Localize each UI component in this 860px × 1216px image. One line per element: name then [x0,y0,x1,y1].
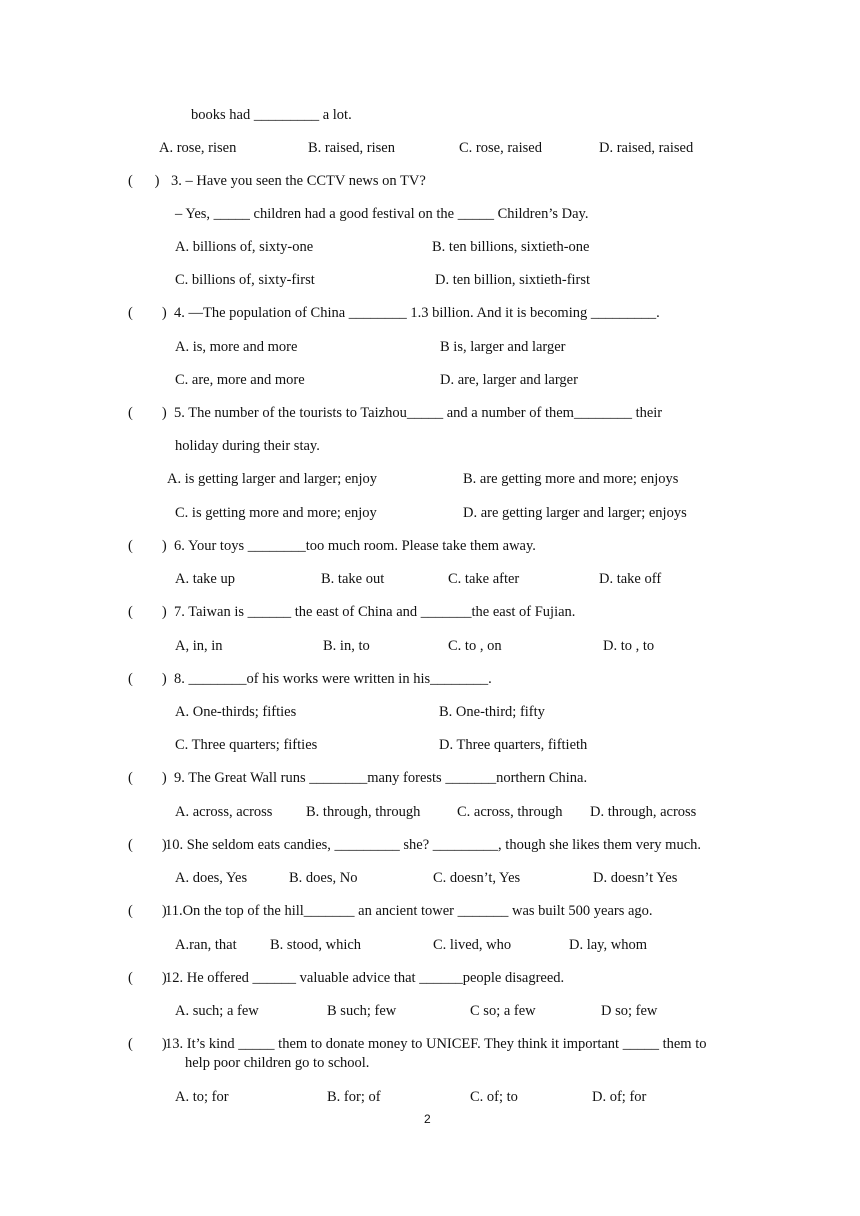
q6-answer-blank: ( ) [128,538,167,554]
q6-option-c: C. take after [448,571,520,587]
q13-option-c: C. of; to [470,1089,518,1105]
q6-option-d: D. take off [599,571,662,587]
q3-stem: 3. – Have you seen the CCTV news on TV? [171,173,426,189]
q13-answer-blank: ( ) [128,1036,167,1052]
q7-option-a: A, in, in [175,638,223,654]
q8-option-c: C. Three quarters; fifties [175,737,318,753]
q5-option-d: D. are getting larger and larger; enjoys [463,505,687,521]
q3-option-d: D. ten billion, sixtieth-first [435,272,591,288]
q12-answer-blank: ( ) [128,970,167,986]
q13-option-b: B. for; of [327,1089,381,1105]
q7-answer-blank: ( ) [128,604,167,620]
q10-option-c: C. doesn’t, Yes [433,870,521,886]
q11-answer-blank: ( ) [128,903,167,919]
q12-option-d: D so; few [601,1003,658,1019]
q13-stem [165,1035,733,1073]
q6-option-b: B. take out [321,571,385,587]
q2-option-d: D. raised, raised [599,140,694,156]
q3-answer-blank: ( ) [128,173,160,189]
q8-stem: 8. ________of his works were written in his________. [174,671,492,687]
q11-option-c: C. lived, who [433,937,512,953]
q7-option-b: B. in, to [323,638,370,654]
q4-option-a: A. is, more and more [175,339,298,355]
q5-stem: 5. The number of the tourists to Taizhou_____ and a number of them________ their [174,405,663,421]
q9-option-b: B. through, through [306,804,421,820]
page-number: 2 [424,1112,431,1126]
q5-option-a: A. is getting larger and larger; enjoy [167,471,378,487]
q7-option-d: D. to , to [603,638,655,654]
q5-stem-continuation: holiday during their stay. [175,438,320,454]
q13-stem-text: 13. It’s kind _____ them to donate money to UNICEF. They think it important _____ them to help poor children go to school. [165,1036,707,1071]
q4-option-c: C. are, more and more [175,372,305,388]
q11-option-d: D. lay, whom [569,937,647,953]
q4-stem: 4. —The population of China ________ 1.3 billion. And it is becoming _________. [174,305,660,321]
q2-option-c: C. rose, raised [459,140,542,156]
q5-option-c: C. is getting more and more; enjoy [175,505,377,521]
q6-stem: 6. Your toys ________too much room. Please take them away. [174,538,536,554]
q11-option-a: A.ran, that [175,937,237,953]
q3-option-b: B. ten billions, sixtieth-one [432,239,590,255]
q4-option-b: B is, larger and larger [440,339,566,355]
q5-answer-blank: ( ) [128,405,167,421]
q10-answer-blank: ( ) [128,837,167,853]
q9-option-c: C. across, through [457,804,563,820]
q2-option-b: B. raised, risen [308,140,395,156]
q10-option-b: B. does, No [289,870,358,886]
q3-option-a: A. billions of, sixty-one [175,239,314,255]
q8-option-a: A. One-thirds; fifties [175,704,297,720]
q10-stem: 10. She seldom eats candies, _________ she? _________, though she likes them very much. [165,837,702,853]
q8-option-b: B. One-third; fifty [439,704,545,720]
q8-answer-blank: ( ) [128,671,167,687]
q12-option-b: B such; few [327,1003,397,1019]
q12-stem: 12. He offered ______ valuable advice that ______people disagreed. [165,970,565,986]
q6-option-a: A. take up [175,571,235,587]
q12-option-c: C so; a few [470,1003,536,1019]
q7-option-c: C. to , on [448,638,502,654]
q4-option-d: D. are, larger and larger [440,372,578,388]
q4-answer-blank: ( ) [128,305,167,321]
q9-option-a: A. across, across [175,804,273,820]
q2-stem-continuation: books had _________ a lot. [191,107,352,123]
q5-option-b: B. are getting more and more; enjoys [463,471,679,487]
q10-option-a: A. does, Yes [175,870,248,886]
q9-option-d: D. through, across [590,804,697,820]
q2-option-a: A. rose, risen [159,140,237,156]
q13-option-a: A. to; for [175,1089,229,1105]
q9-answer-blank: ( ) [128,770,167,786]
q3-option-c: C. billions of, sixty-first [175,272,315,288]
q9-stem: 9. The Great Wall runs ________many forests _______northern China. [174,770,588,786]
q12-option-a: A. such; a few [175,1003,259,1019]
q13-option-d: D. of; for [592,1089,647,1105]
q11-stem: 11.On the top of the hill_______ an ancient tower _______ was built 500 years ago. [165,903,653,919]
q8-option-d: D. Three quarters, fiftieth [439,737,588,753]
q11-option-b: B. stood, which [270,937,362,953]
q3-stem-continuation: – Yes, _____ children had a good festival on the _____ Children’s Day. [175,206,589,222]
q10-option-d: D. doesn’t Yes [593,870,678,886]
q7-stem: 7. Taiwan is ______ the east of China and _______the east of Fujian. [174,604,576,620]
